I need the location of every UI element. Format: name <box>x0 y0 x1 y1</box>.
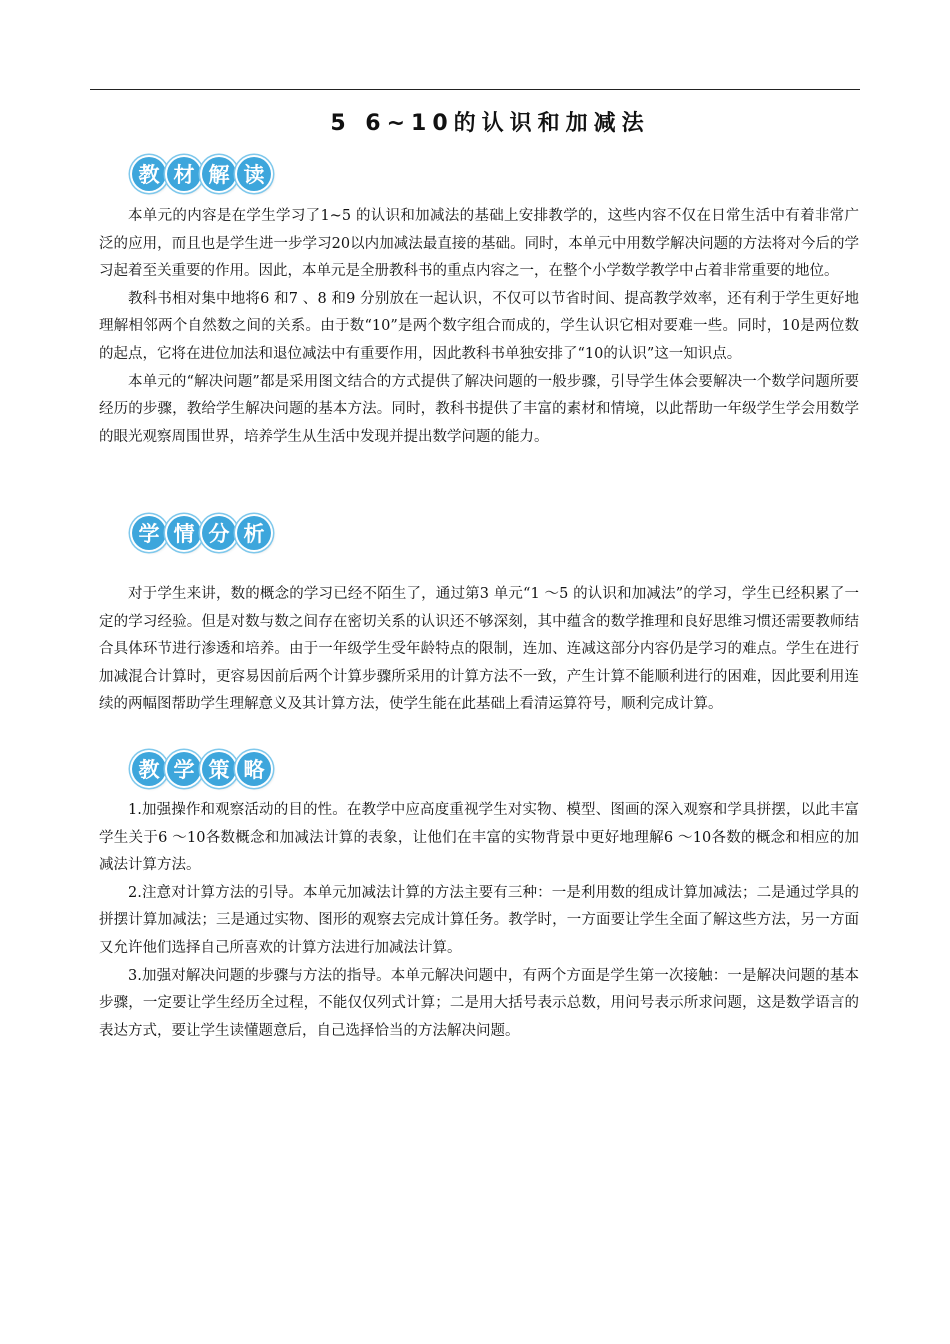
section-textbook-reading <box>99 203 859 451</box>
paragraph: 2.注意对计算方法的引导。本单元加减法计算的方法主要有三种：一是利用数的组成计算加减法；二是通过学具的拼摆计算加减法；三是通过实物、图形的观察去完成计算任务。教学时，一方面要让学生全面了解这些方法，另一方面又允许他们选择自己所喜欢的计算方法进行加减法计算。 <box>99 884 859 956</box>
badge-char: 略 <box>237 752 271 786</box>
badge-char: 学 <box>132 516 166 550</box>
paragraph: 1.加强操作和观察活动的目的性。在教学中应高度重视学生对实物、模型、图画的深入观察和学具拼摆，以此丰富学生关于6 ～10各数概念和加减法计算的表象，让他们在丰富的实物背景中更好地理解6 ～10各数的概念和相应的加减法计算方法。 <box>99 802 859 874</box>
badge-char: 析 <box>237 516 271 550</box>
badge-char: 学 <box>167 752 201 786</box>
page-title: 5 6~10的认识和加减法 <box>330 111 650 136</box>
badge-char: 分 <box>202 516 236 550</box>
paragraph: 对于学生来讲，数的概念的学习已经不陌生了，通过第3 单元“1 ～5 的认识和加减法”的学习，学生已经积累了一定的学习经验。但是对数与数之间存在密切关系的认识还不够深刻，其中蕴含的数学推理和良好思维习惯还需要教师结合具体环节进行渗透和培养。由于一年级学生受年龄特点的限制，连加、连减这部分内容仍是学习的难点。学生在进行加减混合计算时，更容易因前后两个计算步骤所采用的计算方法不一致，产生计算不能顺利进行的困难，因此要利用连续的两幅图帮助学生理解意义及其计算方法，使学生能在此基础上看清运算符号，顺利完成计算。 <box>99 586 859 713</box>
paragraph: 本单元的内容是在学生学习了1~5 的认识和加减法的基础上安排教学的，这些内容不仅在日常生活中有着非常广泛的应用，而且也是学生进一步学习20以内加减法最直接的基础。同时，本单元中用数学解决问题的方法将对今后的学习起着至关重要的作用。因此，本单元是全册教科书的重点内容之一，在整个小学数学教学中占着非常重要的地位。 <box>99 208 859 280</box>
badge-char: 策 <box>202 752 236 786</box>
section-badge-teaching-strategy <box>132 749 271 789</box>
paragraph: 本单元的“解决问题”都是采用图文结合的方式提供了解决问题的一般步骤，引导学生体会要解决一个数学问题所要经历的步骤，教给学生解决问题的基本方法。同时，教科书提供了丰富的素材和情境，以此帮助一年级学生学会用数学的眼光观察周围世界，培养学生从生活中发现并提出数学问题的能力。 <box>99 373 859 445</box>
header-rule <box>90 89 860 90</box>
badge-char: 读 <box>237 157 271 191</box>
badge-char: 情 <box>167 516 201 550</box>
section-student-analysis <box>99 581 859 719</box>
badge-char: 解 <box>202 157 236 191</box>
section-badge-student-analysis <box>132 513 271 553</box>
badge-char: 材 <box>167 157 201 191</box>
section-teaching-strategy <box>99 797 859 1045</box>
paragraph: 3.加强对解决问题的步骤与方法的指导。本单元解决问题中，有两个方面是学生第一次接触：一是解决问题的基本步骤，一定要让学生经历全过程，不能仅仅列式计算；二是用大括号表示总数，用问号表示所求问题，这是数学语言的表达方式，要让学生读懂题意后，自己选择恰当的方法解决问题。 <box>99 967 859 1039</box>
section-badge-textbook-reading <box>132 154 271 194</box>
badge-char: 教 <box>132 752 166 786</box>
badge-char: 教 <box>132 157 166 191</box>
paragraph: 教科书相对集中地将6 和7 、8 和9 分别放在一起认识，不仅可以节省时间、提高教学效率，还有利于学生更好地理解相邻两个自然数之间的关系。由于数“10”是两个数字组合而成的，学生认识它相对要难一些。同时，10是两位数的起点，它将在进位加法和退位减法中有重要作用，因此教科书单独安排了“10的认识”这一知识点。 <box>99 290 859 362</box>
